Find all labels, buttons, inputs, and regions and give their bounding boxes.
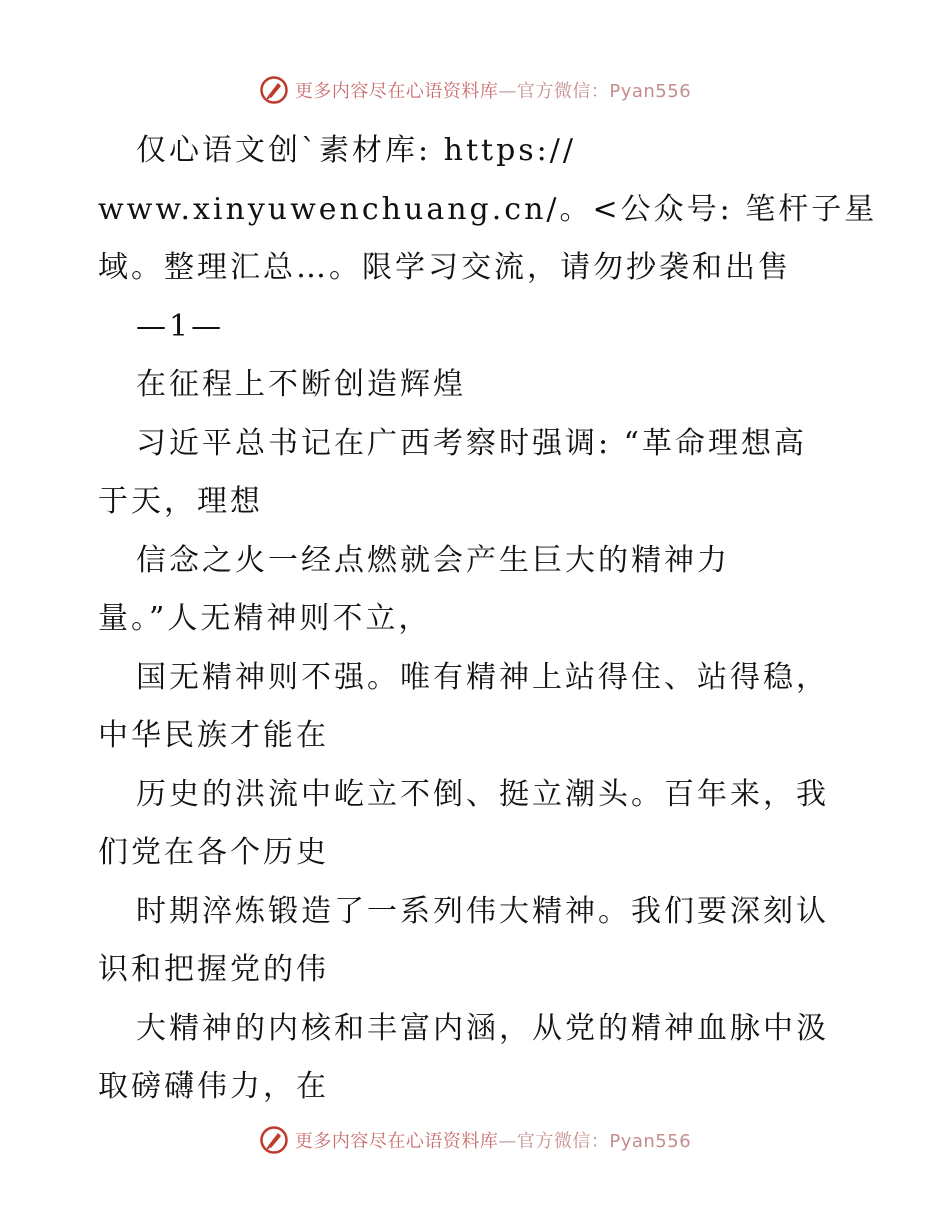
text-line: 习近平总书记在广西考察时强调: “革命理想高 (136, 425, 807, 461)
text-line: 仅心语文创`素材库: https:// (136, 133, 576, 168)
header-banner (0, 70, 950, 110)
text-line: 域。整理汇总…。限学习交流，请勿抄袭和出售 (98, 250, 791, 285)
text-line: 国无精神则不强。唯有精神上站得住、站得稳， (136, 659, 829, 695)
text-line: 时期淬炼锻造了一系列伟大精神。我们要深刻认 (136, 893, 829, 929)
page-number: —1— (136, 308, 225, 344)
text-line: 历史的洪流中屹立不倒、挺立潮头。百年来，我 (136, 776, 829, 812)
text-line: 识和把握党的伟 (98, 952, 329, 987)
footer-banner-separator: — (498, 1131, 517, 1152)
section-title: 在征程上不断创造辉煌 (136, 367, 466, 402)
text-line: 大精神的内核和丰富内涵，从党的精神血脉中汲 (136, 1010, 829, 1046)
text-line: 信念之火一经点燃就会产生巨大的精神力 (136, 542, 730, 578)
header-banner-text (295, 77, 691, 103)
text-line: 于天，理想 (98, 484, 263, 519)
text-line: 中华民族才能在 (98, 718, 329, 753)
footer-banner-main: 更多内容尽在心语资料库 (294, 1131, 499, 1152)
text-line: 量。”人无精神则不立， (98, 601, 432, 636)
footer-banner-wechat: 官方微信：Pyan556 (516, 1131, 692, 1152)
text-line: 取磅礴伟力，在 (98, 1069, 329, 1104)
footer-banner (0, 1120, 950, 1160)
pen-circle-logo-icon (259, 1125, 289, 1155)
document-body (98, 122, 878, 1117)
header-banner-separator: — (498, 81, 517, 102)
header-banner-main: 更多内容尽在心语资料库 (294, 81, 499, 102)
text-line: www.xinyuwenchuang.cn/。<公众号: 笔杆子星 (98, 191, 878, 227)
text-line: 们党在各个历史 (98, 835, 329, 870)
footer-banner-text (295, 1127, 691, 1153)
pen-circle-logo-icon (259, 75, 289, 105)
header-banner-wechat: 官方微信：Pyan556 (516, 81, 692, 102)
